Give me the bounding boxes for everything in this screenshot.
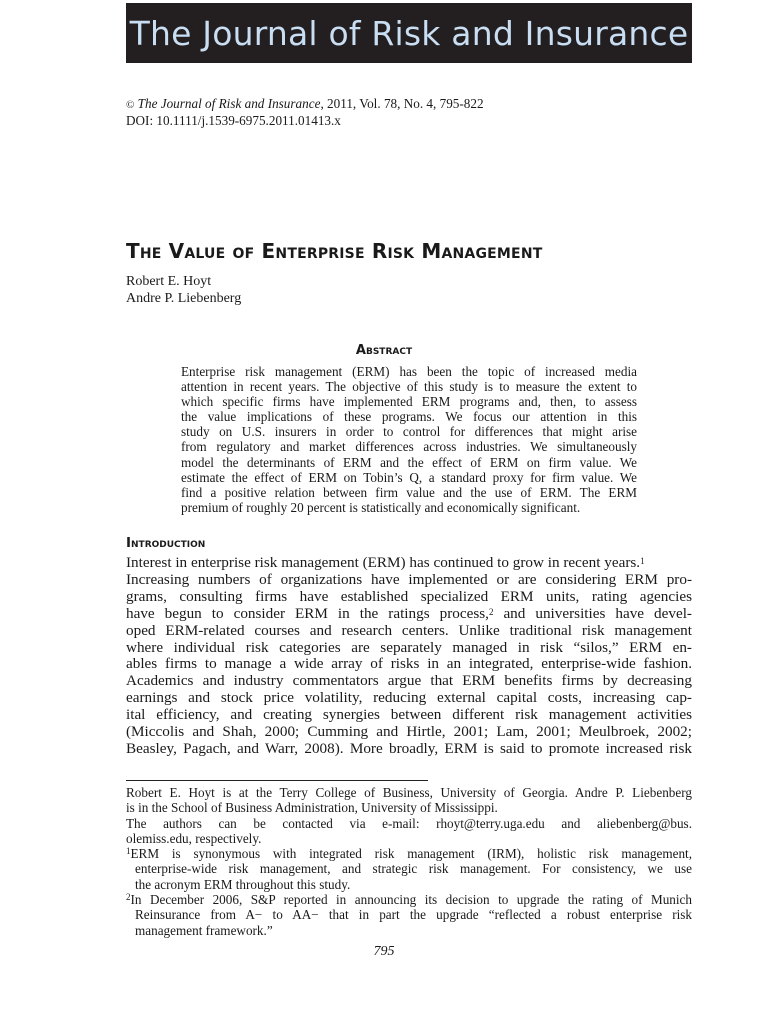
- citation-details: , 2011, Vol. 78, No. 4, 795-822: [320, 96, 484, 111]
- footnote-1: $^1$ERM is synonymous with integrated risk management (IRM), holistic risk management,: [126, 846, 692, 862]
- footnote-ref[interactable]: 1: [640, 556, 645, 566]
- footnote-ref[interactable]: 2: [488, 606, 494, 617]
- body-line: Interest in enterprise risk management (ERM) has continued to grow in recent years.$^1$: [126, 554, 645, 571]
- body-line: oped ERM-related courses and research centers. Unlike traditional risk management: [126, 621, 692, 639]
- body-line: have begun to consider ERM in the ratings process,$^2$ and universities have devel-: [126, 604, 692, 622]
- journal-banner: [126, 3, 692, 63]
- footnote-line: the acronym ERM throughout this study.: [135, 876, 351, 892]
- citation-journal: The Journal of Risk and Insurance: [137, 96, 321, 111]
- abstract-line: Enterprise risk management (ERM) has been the topic of increased media: [181, 364, 637, 379]
- body-line: ital efficiency, and creating synergies between different risk management activities: [126, 706, 692, 724]
- introduction-heading: Introduction: [126, 535, 206, 551]
- footnote-line: management framework.”: [135, 922, 273, 938]
- body-line: earnings and stock price volatility, reducing external capital costs, increasing cap-: [126, 689, 692, 707]
- abstract-line: premium of roughly 20 percent is statistically and economically significant.: [181, 499, 581, 515]
- abstract-line: attention in recent years. The objective of this study is to measure the extent to: [181, 379, 637, 395]
- contact-line: olemiss.edu, respectively.: [126, 830, 262, 846]
- body-line: Academics and industry commentators argue that ERM benefits firms by decreasing: [126, 672, 692, 690]
- body-line: ables firms to manage a wide array of risks in an integrated, enterprise-wide fashion.: [126, 655, 692, 673]
- abstract-text: [181, 364, 637, 515]
- body-line: Beasley, Pagach, and Warr, 2008). More broadly, ERM is said to promote increased risk: [126, 739, 692, 757]
- abstract-line: estimate the effect of ERM on Tobin’s Q, a standard proxy for firm value. We: [181, 469, 637, 485]
- abstract-line: which specific firms have implemented ERM programs and, then, to assess: [181, 394, 637, 410]
- body-line: grams, consulting firms have established specialized ERM units, rating agencies: [126, 587, 692, 605]
- body-line: Increasing numbers of organizations have implemented or are considering ERM pro-: [126, 570, 692, 588]
- page-number: 795: [373, 944, 395, 959]
- contact-line: The authors can be contacted via e-mail: rhoyt@terry.uga.edu and aliebenberg@bus.: [126, 815, 692, 831]
- abstract-line: model the determinants of ERM and the effect of ERM on firm value. We: [181, 454, 637, 470]
- footnote-mark: 1: [126, 846, 131, 857]
- affiliation-line: Robert E. Hoyt is at the Terry College of Business, University of Georgia. Andre P. Liebenberg: [126, 785, 692, 800]
- author-list: [126, 273, 241, 307]
- journal-title: The Journal of Risk and Insurance: [129, 13, 689, 53]
- abstract-heading: Abstract: [355, 343, 413, 358]
- footnote-line: Reinsurance from A− to AA− that in part the upgrade “reflected a robust enterprise risk: [135, 907, 692, 923]
- footnotes: [126, 785, 692, 938]
- abstract-line: study on U.S. insurers in order to control for differences that might arise: [181, 424, 637, 440]
- abstract-line: find a positive relation between firm value and the use of ERM. The ERM: [181, 484, 637, 500]
- author: Andre P. Liebenberg: [126, 291, 242, 306]
- abstract-line: the value implications of these programs. We focus our attention in this: [181, 409, 637, 425]
- copyright-symbol: ©: [126, 99, 135, 111]
- affiliation-line: is in the School of Business Administration, University of Mississippi.: [126, 800, 498, 816]
- citation-block: [126, 96, 484, 128]
- doi[interactable]: DOI: 10.1111/j.1539-6975.2011.01413.x: [126, 113, 341, 128]
- footnote-mark: 2: [126, 892, 131, 903]
- footnote-rule: [126, 780, 428, 781]
- introduction-text: [126, 555, 692, 758]
- footnote-2: $^2$In December 2006, S&P reported in announcing its decision to upgrade the rating of Munich: [126, 892, 692, 908]
- footnote-line: enterprise-wide risk management, and strategic risk management. For consistency, we use: [135, 861, 692, 877]
- author: Robert E. Hoyt: [126, 274, 212, 289]
- paper-title: The Value of Enterprise Risk Management: [126, 239, 543, 263]
- body-line: where individual risk categories are separately managed in risk “silos,” ERM en-: [126, 638, 692, 656]
- abstract-line: from regulatory and market differences across industries. We simultaneously: [181, 439, 637, 455]
- body-line: (Miccolis and Shah, 2000; Cumming and Hirtle, 2001; Lam, 2001; Meulbroek, 2002;: [126, 723, 692, 741]
